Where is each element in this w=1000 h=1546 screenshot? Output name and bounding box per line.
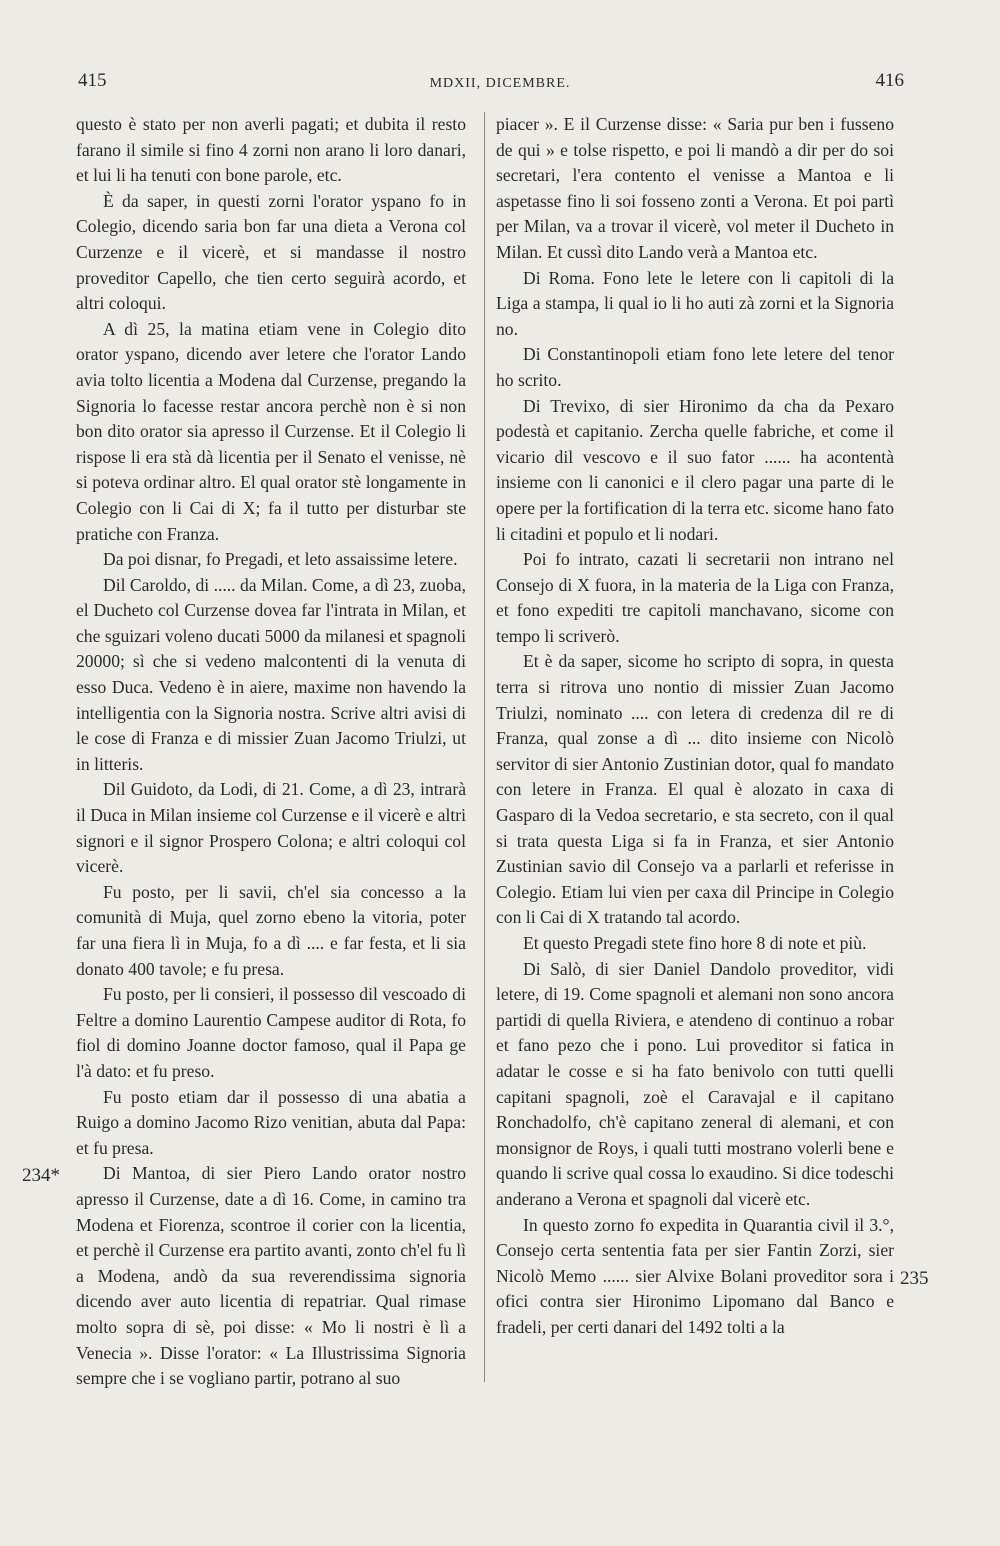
paragraph: Dil Caroldo, di ..... da Milan. Come, a dì 23, zuoba, el Ducheto col Curzense dovea far l'intrata in Milan, et che sguizari voleno ducati 5000 da milanesi et spagnoli 20000; sì che si vedeno malcontenti di la venuta di esso Duca. Vedeno è in aiere, maxime non havendo la intelligentia con la Signoria nostra. Scrive altri avisi di le cose di Franza e di missier Zuan Jacomo Triulzi, ut in litteris.	[76, 574, 466, 774]
margin-note-left: 234*	[22, 1165, 60, 1186]
running-header: MDXII, DICEMBRE.	[429, 76, 571, 91]
paragraph: È da saper, in questi zorni l'orator yspano fo in Colegio, dicendo saria bon far una dieta a Verona col Curzenze e il vicerè, et si mandasse il nostro proveditor Capello, che tien certo seguirà acordo, et altri coloqui.	[76, 190, 466, 314]
paragraph: Poi fo intrato, cazati li secretarii non intrano nel Consejo di X fuora, in la materia de la Liga con Franza, et fono expediti tre capitoli manchavano, sicome con tempo li scriverò.	[496, 549, 894, 646]
right-column	[496, 112, 894, 1341]
paragraph: Fu posto, per li consieri, il possesso dil vescoado di Feltre a domino Laurentio Campese auditor di Rota, fo fiol di domino Joanne doctor famoso, qual il Papa ge l'à dato: et fu preso.	[76, 984, 466, 1081]
paragraph: Di Trevixo, di sier Hironimo da cha da Pexaro podestà et capitanio. Zercha quelle fabriche, et come il vicario dil vescovo e il suo fator ...... ha acontentà insieme con li canonici e il clero pagar una parte di le opere per la fortification di la terra etc. sicome hano fato li citadini et populo et li nodari.	[496, 395, 894, 544]
paragraph: Et questo Pregadi stete fino hore 8 di note et più.	[523, 933, 867, 953]
paragraph: Di Salò, di sier Daniel Dandolo proveditor, vidi letere, di 19. Come spagnoli et alemani non sono ancora partidi di quella Riviera, e atendeno di continuo a robar et fano pezo che i pono. Lui proveditor si fatica in adatar le cosse e si ha fato benivolo con tutti quelli capitani spagnoli, zoè el Caravajal e il capitano Ronchadolfo, ch'è capitano zeneral di alemani, et con monsignor de Roys, i quali tutti mostrano volerli bene e quando li scrive qual cossa lo exaudino. Si dice todeschi anderano a Verona et spagnoli dal vicerè etc.	[496, 958, 894, 1209]
paragraph: piacer ». E il Curzense disse: « Saria pur ben i fusseno de qui » e tolse rispetto, e poi li mandò a dir per do soi secretari, l'era contento el venisse a Mantoa e li aspetasse fino li soi fosseno zonti a Verona. Et poi partì per Milan, va a trovar il vicerè, vol meter il Ducheto in Milan. Et cussì dito Lando verà a Mantoa etc.	[496, 114, 894, 262]
paragraph: Et è da saper, sicome ho scripto di sopra, in questa terra si ritrova uno nontio di missier Zuan Jacomo Triulzi, nominato .... con letera di credenza dil re di Franza, qual zonse a dì ... dito insieme con Nicolò servitor di sier Antonio Zustinian dotor, qual fo mandato con letere in Franza. El qual è alozato in caxa di Gasparo di la Vedoa secretario, e sta secreto, con il qual si trata questa Liga si fa in Franza, et sier Antonio Zustinian savio dil Consejo va a parlarli et referisse in Colegio. Etiam lui vien per caxa dil Principe in Colegio con li Cai di X tratando tal acordo.	[496, 651, 894, 928]
paragraph: Fu posto etiam dar il possesso di una abatia a Ruigo a domino Jacomo Rizo venitian, abuta dal Papa: et fu presa.	[76, 1086, 466, 1158]
paragraph: In questo zorno fo expedita in Quarantia civil il 3.°, Consejo certa sententia fata per sier Fantin Zorzi, sier Nicolò Memo ...... sier Alvixe Bolani proveditor sora i ofici contra sier Hironimo Lipomano dal Banco e fradeli, per certi danari del 1492 tolti a la	[496, 1214, 894, 1337]
paragraph: Di Constantinopoli etiam fono lete letere del tenor ho scrito.	[496, 344, 894, 390]
paragraph: Dil Guidoto, da Lodi, di 21. Come, a dì 23, intrarà il Duca in Milan insieme col Curzense e il vicerè e altri signori e il signor Prospero Colona; e altri coloqui col vicerè.	[76, 779, 466, 877]
paragraph: Da poi disnar, fo Pregadi, et leto assaissime letere.	[103, 549, 458, 570]
paragraph: Di Mantoa, di sier Piero Lando orator nostro apresso il Curzense, date a dì 16. Come, in camino tra Modena et Fiorenza, scontroe il corier con la licentia, et perchè il Curzense era partito avanti, zonto ch'el fu lì a Modena, andò da sua reverendissima signoria dicendo aver auto licentia di repatriar. Qual rimase molto sopra di sè, poi disse: « Mo li nostri è lì a Venecia ». Disse l'orator: « La Illustrissima Signoria sempre che i se vogliano partir, potrano al suo	[76, 1163, 466, 1389]
column-divider	[484, 112, 485, 1382]
paragraph: A dì 25, la matina etiam vene in Colegio dito orator yspano, dicendo aver letere che l'orator Lando avia tolto licentia a Modena dal Curzense, pregando la Signoria lo facesse restar ancora perchè non è si non bon dito orator sia apresso il Curzense. Et il Colegio li rispose li era stà dà licentia per il Senato el venisse, nè si poteva ordinar altro. El qual orator stè longamente in Colegio con li Cai di X; fa il tutto per disturbar ste pratiche con Franza.	[76, 318, 466, 544]
paragraph: Di Roma. Fono lete le letere con li capitoli di la Liga a stampa, li qual io li ho auti zà zorni et la Signoria no.	[496, 267, 894, 339]
paragraph: Fu posto, per li savii, ch'el sia concesso a la comunità di Muja, quel zorno ebeno la vitoria, poter far una fiera lì in Muja, fo a dì .... e far festa, et li sia donato 400 tavole; e fu presa.	[76, 881, 466, 979]
margin-note-right: 235	[900, 1268, 929, 1289]
page-number-left: 415	[78, 70, 107, 91]
page-number-right: 416	[875, 70, 904, 91]
left-column	[76, 112, 466, 1392]
paragraph: questo è stato per non averli pagati; et dubita il resto farano il simile si fino 4 zorni non arano li loro danari, et lui li ha tenuti con bone parole, etc.	[76, 114, 466, 186]
